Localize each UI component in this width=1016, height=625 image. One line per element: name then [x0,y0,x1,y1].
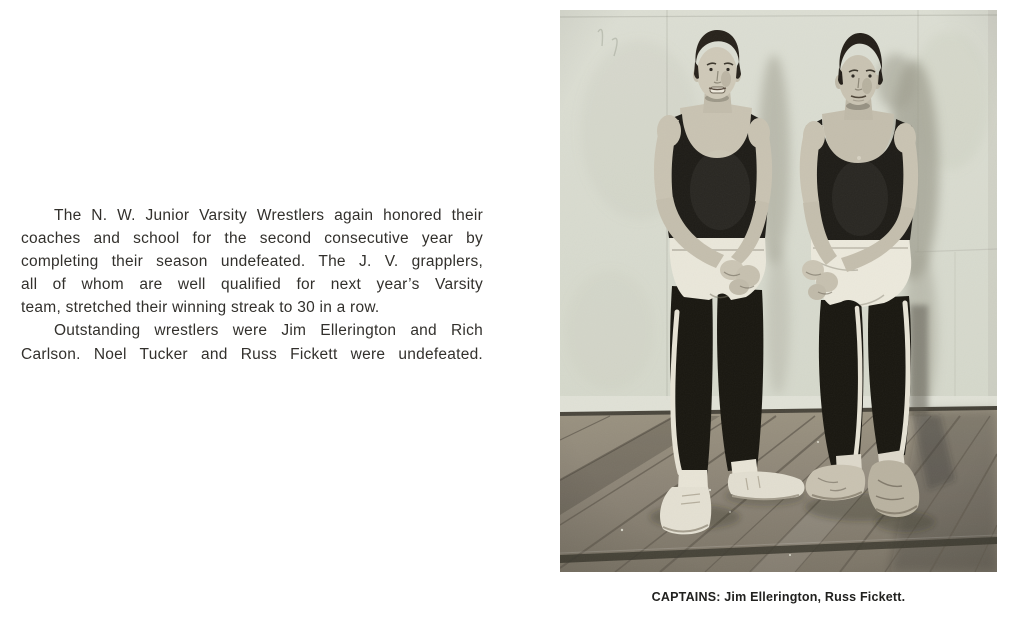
article-line: Carlson. Noel Tucker and Russ Fickett were undefeated. [21,345,483,363]
article-line: Outstanding wrestlers were Jim Ellerington and Rich [54,322,483,340]
photo-texture [560,10,997,572]
article-line: all of whom are well qualified for next year’s Varsity [21,276,483,294]
team-captains-photo [560,10,997,572]
article-line: team, stretched their winning streak to 30 in a row. [21,299,380,317]
article-text [21,204,483,366]
article-line: The N. W. Junior Varsity Wrestlers again honored their [54,207,483,224]
article-line: coaches and school for the second consecutive year by [21,230,483,248]
article-line: completing their season undefeated. The J. V. grapplers, [21,253,483,271]
photo-caption: CAPTAINS: Jim Ellerington, Russ Fickett. [651,590,906,604]
